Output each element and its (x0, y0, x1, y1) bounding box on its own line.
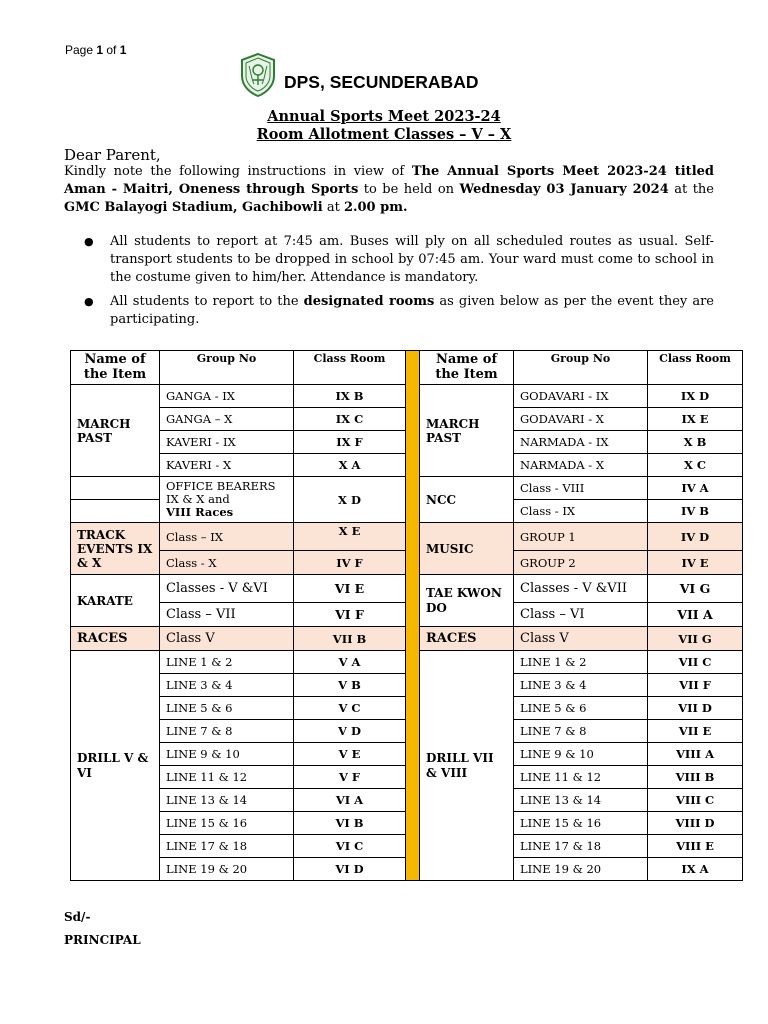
group-cell: GANGA – X (160, 408, 294, 431)
room-allotment-table (70, 350, 743, 881)
group-cell: Class V (514, 627, 648, 651)
room-cell: VII B (294, 627, 406, 651)
empty-cell (71, 500, 160, 523)
group-cell: GROUP 1 (514, 523, 648, 551)
room-cell: V C (294, 697, 406, 720)
room-cell: VIII C (648, 789, 743, 812)
room-cell: X E (294, 523, 406, 551)
item-drill: DRILL V & VI (71, 651, 160, 881)
item-races: RACES (420, 627, 514, 651)
room-cell: X A (294, 454, 406, 477)
group-cell: LINE 1 & 2 (160, 651, 294, 674)
room-cell: VI A (294, 789, 406, 812)
group-cell: LINE 5 & 6 (160, 697, 294, 720)
group-cell: Class V (160, 627, 294, 651)
item-ncc: NCC (420, 477, 514, 523)
room-cell: VII D (648, 697, 743, 720)
room-cell: IX C (294, 408, 406, 431)
room-cell: V D (294, 720, 406, 743)
room-cell: V B (294, 674, 406, 697)
group-cell: LINE 13 & 14 (160, 789, 294, 812)
group-cell: LINE 11 & 12 (514, 766, 648, 789)
room-cell: IX B (294, 385, 406, 408)
group-cell: GROUP 2 (514, 551, 648, 575)
signatory: PRINCIPAL (64, 933, 141, 947)
room-cell: X B (648, 431, 743, 454)
item-music: MUSIC (420, 523, 514, 575)
room-cell: VI E (294, 575, 406, 603)
signoff: Sd/- (64, 910, 91, 924)
group-cell: Class – VI (514, 603, 648, 627)
salutation: Dear Parent, (64, 146, 161, 164)
group-cell: NARMADA - IX (514, 431, 648, 454)
room-cell: VII C (648, 651, 743, 674)
group-cell: OFFICE BEARERS IX & X and VIII Races (160, 477, 294, 523)
group-cell: LINE 11 & 12 (160, 766, 294, 789)
group-cell: LINE 17 & 18 (160, 835, 294, 858)
document-subtitle: Room Allotment Classes – V – X (256, 126, 512, 143)
room-cell: VI G (648, 575, 743, 603)
item-karate: KARATE (71, 575, 160, 627)
room-cell: IV A (648, 477, 743, 500)
room-cell: X D (294, 477, 406, 523)
room-cell: IV B (648, 500, 743, 523)
header-room: Class Room (648, 351, 743, 385)
item-taekwondo: TAE KWON DO (420, 575, 514, 627)
room-cell: V E (294, 743, 406, 766)
group-cell: Class - VIII (514, 477, 648, 500)
header-group: Group No (160, 351, 294, 385)
group-cell: KAVERI - IX (160, 431, 294, 454)
room-cell: VIII E (648, 835, 743, 858)
room-cell: VII F (648, 674, 743, 697)
room-cell: IV F (294, 551, 406, 575)
document-title: Annual Sports Meet 2023-24 (267, 108, 501, 125)
header-item: Name of the Item (420, 351, 514, 385)
room-cell: IV E (648, 551, 743, 575)
room-cell: VIII A (648, 743, 743, 766)
group-cell: LINE 9 & 10 (160, 743, 294, 766)
group-cell: NARMADA - X (514, 454, 648, 477)
item-track-events: TRACK EVENTS IX & X (71, 523, 160, 575)
group-cell: LINE 19 & 20 (160, 858, 294, 881)
room-cell: VI C (294, 835, 406, 858)
empty-cell (71, 477, 160, 500)
group-cell: LINE 15 & 16 (514, 812, 648, 835)
group-cell: Class - X (160, 551, 294, 575)
instruction-item: ● All students to report to the designated rooms as given below as per the event they are participating. (84, 293, 714, 329)
group-cell: LINE 3 & 4 (514, 674, 648, 697)
room-cell: VI B (294, 812, 406, 835)
column-separator (406, 351, 420, 881)
instruction-list (84, 233, 714, 335)
room-cell: VIII D (648, 812, 743, 835)
intro-paragraph: Kindly note the following instructions in view of The Annual Sports Meet 2023-24 titled Aman - Maitri, Oneness through Sports to be held on Wednesday 03 January 2024 at the GMC Balayogi Stadium, Gachibowli at 2.00 pm. (64, 164, 715, 215)
group-cell: LINE 9 & 10 (514, 743, 648, 766)
item-races: RACES (71, 627, 160, 651)
room-cell: X C (648, 454, 743, 477)
group-cell: LINE 13 & 14 (514, 789, 648, 812)
room-cell: VI F (294, 603, 406, 627)
item-drill: DRILL VII & VIII (420, 651, 514, 881)
room-cell: IX D (648, 385, 743, 408)
group-cell: LINE 1 & 2 (514, 651, 648, 674)
group-cell: GANGA - IX (160, 385, 294, 408)
room-cell: VII A (648, 603, 743, 627)
instruction-item: ● All students to report at 7:45 am. Buses will ply on all scheduled routes as usual. Self-transport students to be dropped in school by 07:45 am. Your ward must come to school in the costume given to him/her. Attendance is mandatory. (84, 233, 714, 287)
room-cell: VII G (648, 627, 743, 651)
table-header-row (71, 351, 743, 385)
header-item: Name of the Item (71, 351, 160, 385)
group-cell: Class - IX (514, 500, 648, 523)
group-cell: Classes - V &VII (514, 575, 648, 603)
group-cell: Class – IX (160, 523, 294, 551)
group-cell: GODAVARI - IX (514, 385, 648, 408)
group-cell: LINE 19 & 20 (514, 858, 648, 881)
group-cell: LINE 3 & 4 (160, 674, 294, 697)
room-cell: IX A (648, 858, 743, 881)
school-crest-icon (238, 52, 278, 98)
room-cell: V F (294, 766, 406, 789)
item-march-past: MARCH PAST (71, 385, 160, 477)
group-cell: Class – VII (160, 603, 294, 627)
page-number: Page 1 of 1 (65, 43, 127, 57)
header-room: Class Room (294, 351, 406, 385)
room-cell: IX E (648, 408, 743, 431)
room-cell: VIII B (648, 766, 743, 789)
school-name: DPS, SECUNDERABAD (284, 72, 479, 92)
group-cell: LINE 7 & 8 (514, 720, 648, 743)
room-cell: V A (294, 651, 406, 674)
group-cell: LINE 5 & 6 (514, 697, 648, 720)
group-cell: LINE 17 & 18 (514, 835, 648, 858)
room-cell: VII E (648, 720, 743, 743)
group-cell: LINE 7 & 8 (160, 720, 294, 743)
group-cell: KAVERI - X (160, 454, 294, 477)
group-cell: LINE 15 & 16 (160, 812, 294, 835)
room-cell: IX F (294, 431, 406, 454)
room-cell: VI D (294, 858, 406, 881)
group-cell: Classes - V &VI (160, 575, 294, 603)
item-march-past: MARCH PAST (420, 385, 514, 477)
group-cell: GODAVARI - X (514, 408, 648, 431)
room-cell: IV D (648, 523, 743, 551)
header-group: Group No (514, 351, 648, 385)
